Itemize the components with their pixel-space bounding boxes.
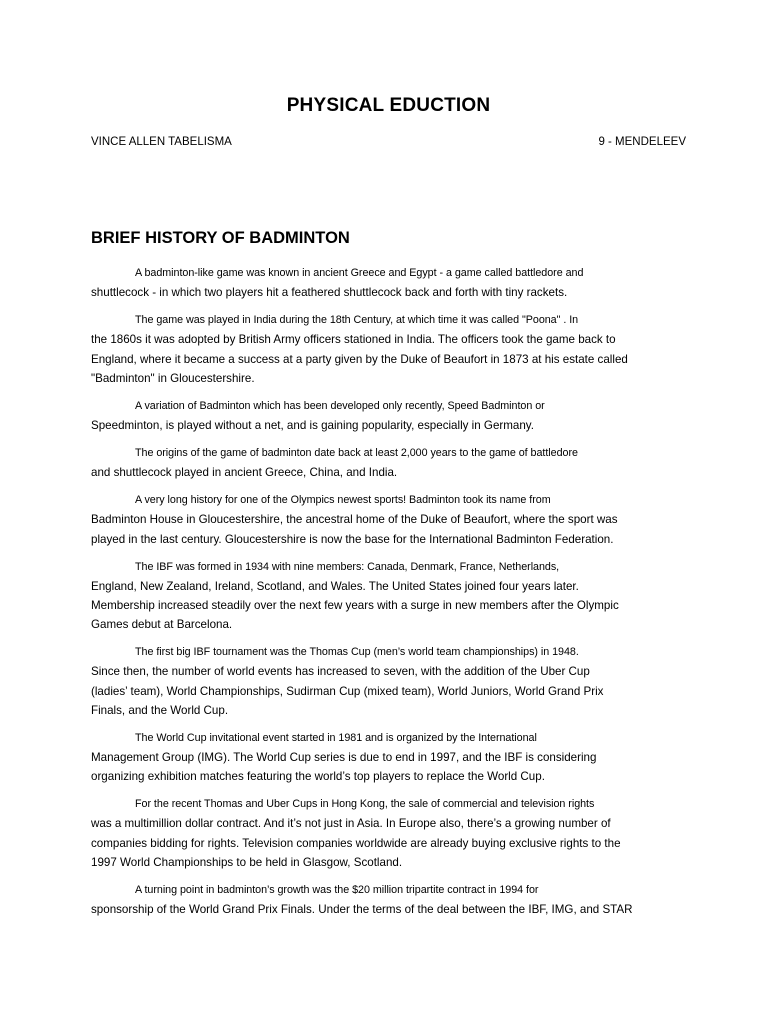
- paragraph-line: Speedminton, is played without a net, and is gaining popularity, especially in Germany.: [91, 419, 534, 433]
- paragraph-line: For the recent Thomas and Uber Cups in Hong Kong, the sale of commercial and television rights: [135, 798, 595, 811]
- author-name: VINCE ALLEN TABELISMA: [91, 136, 232, 148]
- paragraph: [91, 558, 686, 635]
- paragraph-line: A variation of Badminton which has been developed only recently, Speed Badminton or: [135, 399, 545, 412]
- paragraph-line: A very long history for one of the Olympics newest sports! Badminton took its name from: [135, 494, 551, 507]
- paragraph-line: A badminton-like game was known in ancient Greece and Egypt - a game called battledore and: [135, 267, 584, 279]
- paragraph-line: Finals, and the World Cup.: [91, 703, 229, 717]
- paragraph-line: The IBF was formed in 1934 with nine members: Canada, Denmark, France, Netherlands,: [135, 560, 560, 573]
- document-page: [91, 0, 686, 1024]
- paragraph-line: Membership increased steadily over the next few years with a surge in new members after the Olympic: [91, 599, 619, 613]
- paragraph-line: shuttlecock - in which two players hit a feathered shuttlecock back and forth with tiny rackets.: [91, 286, 568, 300]
- paragraph-line: Management Group (IMG). The World Cup series is due to end in 1997, and the IBF is considering: [91, 751, 597, 765]
- paragraph-line: the 1860s it was adopted by British Army officers stationed in India. The officers took the game back to: [91, 333, 616, 347]
- paragraph: [91, 643, 686, 720]
- paragraph-line: companies bidding for rights. Television companies worldwide are already buying exclusive rights to the: [91, 836, 621, 850]
- paragraph-line: England, New Zealand, Ireland, Scotland, and Wales. The United States joined four years later.: [91, 579, 579, 593]
- document-title: PHYSICAL EDUCTION: [286, 95, 491, 116]
- paragraph-line: organizing exhibition matches featuring the world’s top players to replace the World Cup.: [91, 770, 545, 784]
- paragraph: [91, 729, 686, 787]
- paragraph-line: Games debut at Barcelona.: [91, 618, 233, 632]
- paragraph-line: played in the last century. Gloucestershire is now the base for the International Badminton Federation.: [91, 532, 614, 546]
- paragraph-line: and shuttlecock played in ancient Greece, China, and India.: [91, 466, 398, 480]
- class-section: 9 - MENDELEEV: [598, 136, 686, 148]
- paragraph: [91, 491, 686, 549]
- paragraph: [91, 397, 686, 435]
- paragraph-line: Badminton House in Gloucestershire, the ancestral home of the Duke of Beaufort, where the sport was: [91, 513, 618, 527]
- paragraph: [91, 264, 686, 302]
- document-meta-row: [91, 136, 686, 148]
- paragraph-line: "Badminton" in Gloucestershire.: [91, 371, 255, 385]
- paragraph-line: Since then, the number of world events has increased to seven, with the addition of the Uber Cup: [91, 665, 590, 679]
- paragraph-line: The first big IBF tournament was the Thomas Cup (men’s world team championships) in 1948.: [135, 646, 579, 659]
- section-heading: BRIEF HISTORY OF BADMINTON: [91, 229, 350, 247]
- paragraph-line: sponsorship of the World Grand Prix Finals. Under the terms of the deal between the IBF, IMG, and STAR: [91, 903, 633, 917]
- paragraph-line: A turning point in badminton’s growth was the $20 million tripartite contract in 1994 for: [135, 883, 539, 896]
- paragraph-line: The World Cup invitational event started in 1981 and is organized by the International: [135, 731, 537, 744]
- paragraph: [91, 311, 686, 388]
- paragraph-line: The game was played in India during the 18th Century, at which time it was called "Poona" . In: [135, 314, 579, 327]
- paragraph: [91, 881, 686, 919]
- paragraph-line: 1997 World Championships to be held in Glasgow, Scotland.: [91, 855, 403, 869]
- paragraph-line: was a multimillion dollar contract. And it’s not just in Asia. In Europe also, there’s a growing number of: [91, 817, 611, 831]
- paragraph-line: (ladies’ team), World Championships, Sudirman Cup (mixed team), World Juniors, World Grand Prix: [91, 684, 604, 698]
- paragraph-line: The origins of the game of badminton date back at least 2,000 years to the game of battledore: [135, 447, 578, 460]
- paragraph: [91, 795, 686, 872]
- paragraph-line: England, where it became a success at a party given by the Duke of Beaufort in 1873 at his estate called: [91, 352, 628, 366]
- body-text: [91, 264, 686, 928]
- paragraph: [91, 444, 686, 482]
